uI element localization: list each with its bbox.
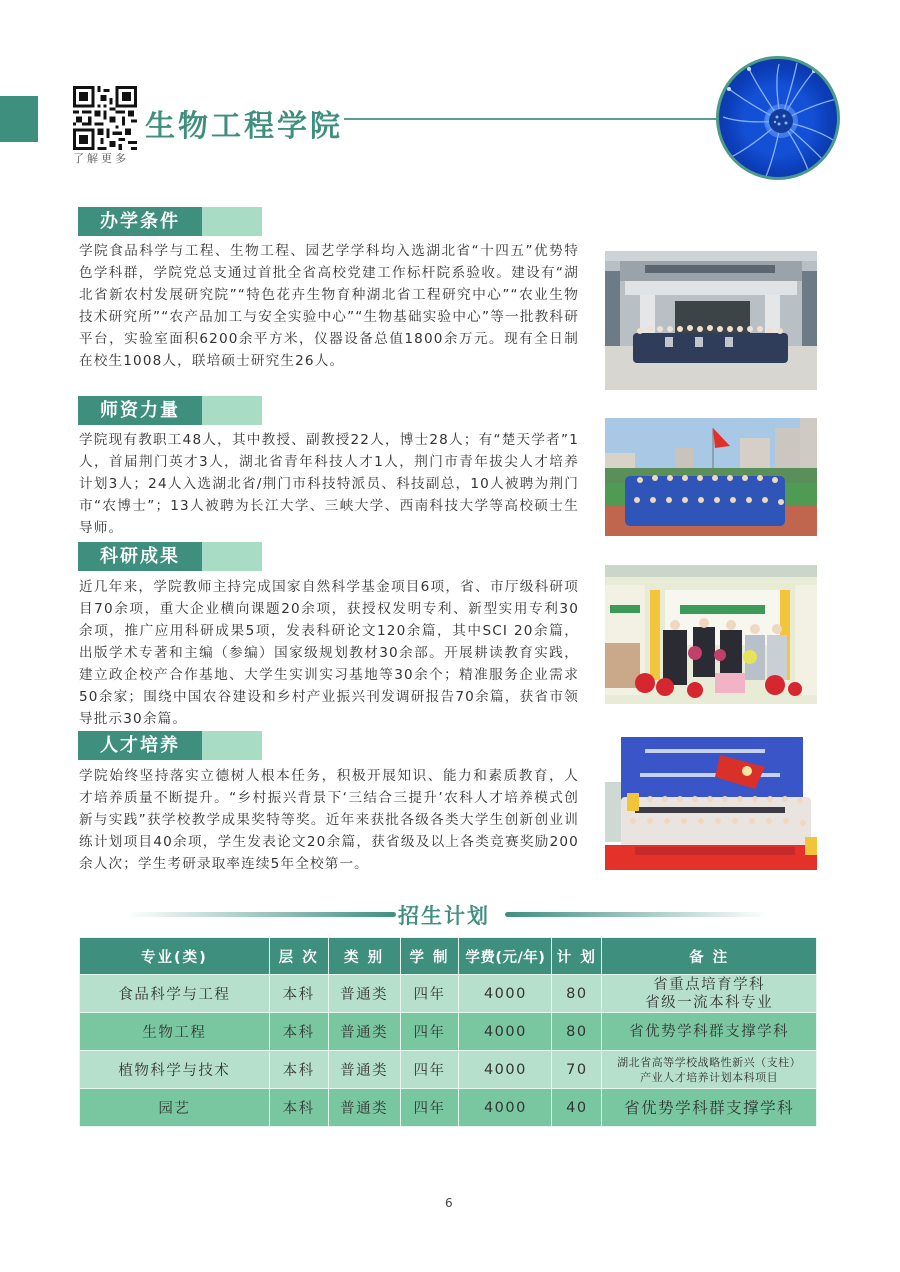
heading-divider-left xyxy=(128,912,396,917)
faculty-sports-field-group-photo xyxy=(605,418,817,536)
talent-text: 学院始终坚持落实立德树人根本任务，积极开展知识、能力和素质教育，人才培养质量不断提升。“乡村振兴背景下‘三结合三提升’农科人才培养模式创新与实践”获学校教学成果奖特等奖。近年来获批各级各类大学生创新创业训练计划项目40余项，学生发表论文20余篇，获省级及以上各类竞赛奖励200余人次；学生考研录取率连续5年全校第一。 xyxy=(79,768,579,872)
section-heading-facilities xyxy=(78,207,262,236)
table-row xyxy=(80,1051,817,1089)
level-cell: 本科 xyxy=(269,1013,328,1051)
page-title: 生物工程学院 xyxy=(145,109,343,144)
level-cell: 本科 xyxy=(269,975,328,1013)
duration-cell: 四年 xyxy=(400,1013,459,1051)
flower-exhibition-photo xyxy=(605,565,817,704)
fee-cell: 4000 xyxy=(459,1051,552,1089)
category-cell: 普通类 xyxy=(328,1013,400,1051)
duration-cell: 四年 xyxy=(400,1089,459,1127)
section-heading-label: 科研成果 xyxy=(78,542,202,571)
section-heading-label: 人才培养 xyxy=(78,731,202,760)
column-header-notes: 备 注 xyxy=(602,938,817,975)
note-line: 省重点培育学科 xyxy=(653,976,766,993)
quota-cell: 40 xyxy=(552,1089,602,1127)
note-line: 省级一流本科专业 xyxy=(645,994,774,1011)
note-line: 省优势学科群支撑学科 xyxy=(629,1023,790,1040)
title-divider xyxy=(344,118,719,120)
enrollment-plan-heading xyxy=(0,900,900,928)
notes-cell xyxy=(602,1013,817,1051)
students-stage-group-photo xyxy=(605,737,817,870)
fee-cell: 4000 xyxy=(459,1089,552,1127)
category-cell: 普通类 xyxy=(328,1051,400,1089)
left-accent-tab xyxy=(0,96,38,142)
category-cell: 普通类 xyxy=(328,975,400,1013)
research-text: 近几年来，学院教师主持完成国家自然科学基金项目6项，省、市厅级科研项目70余项，重大企业横向课题20余项，获授权发明专利、新型实用专利30余项，推广应用科研成果5项，发表科研论文120余篇，其中SCI 20余篇，出版学术专著和主编（参编）国家级规划教材30余部。开展耕读教育实践，建立政企校产合作基地、大学生实训实习基地等30余个；精准服务企业需求50余家；围绕中国农谷建设和乡村产业振兴刊发调研报告70余篇，获省市领导批示30余篇。 xyxy=(79,579,579,727)
table-row xyxy=(80,975,817,1013)
section-heading-research xyxy=(78,542,262,571)
note-line: 产业人才培养计划本科项目 xyxy=(640,1070,779,1084)
notes-cell xyxy=(602,975,817,1013)
quota-cell: 80 xyxy=(552,975,602,1013)
quota-cell: 80 xyxy=(552,1013,602,1051)
fee-cell: 4000 xyxy=(459,975,552,1013)
section-heading-label: 办学条件 xyxy=(78,207,202,236)
note-line: 省优势学科群支撑学科 xyxy=(624,1098,795,1117)
page-number: 6 xyxy=(445,1196,453,1210)
college-building-group-photo xyxy=(605,251,817,390)
note-line: 湖北省高等学校战略性新兴（支柱） xyxy=(617,1055,802,1069)
level-cell: 本科 xyxy=(269,1051,328,1089)
major-cell: 食品科学与工程 xyxy=(80,975,270,1013)
major-cell: 生物工程 xyxy=(80,1013,270,1051)
heading-divider-right xyxy=(505,912,767,917)
column-header-fee: 学费(元/年) xyxy=(459,938,552,975)
notes-cell xyxy=(602,1051,817,1089)
major-cell: 植物科学与技术 xyxy=(80,1051,270,1089)
fee-cell: 4000 xyxy=(459,1013,552,1051)
major-cell: 园艺 xyxy=(80,1089,270,1127)
column-header-quota: 计 划 xyxy=(552,938,602,975)
enrollment-plan-title: 招生计划 xyxy=(398,904,490,928)
level-cell: 本科 xyxy=(269,1089,328,1127)
section-heading-faculty xyxy=(78,396,262,425)
faculty-text: 学院现有教职工48人，其中教授、副教授22人，博士28人；有“楚天学者”1人，首届荆门英才3人，湖北省青年科技人才1人，荆门市青年拔尖人才培养计划3人；24人入选湖北省/荆门市科技特派员、科技副总，10人被聘为荆门市“农博士”；13人被聘为长江大学、三峡大学、西南科技大学等高校硕士生导师。 xyxy=(79,432,579,536)
table-row xyxy=(80,1089,817,1127)
section-heading-label: 师资力量 xyxy=(78,396,202,425)
quota-cell: 70 xyxy=(552,1051,602,1089)
duration-cell: 四年 xyxy=(400,975,459,1013)
duration-cell: 四年 xyxy=(400,1051,459,1089)
microorganism-cell-image xyxy=(716,56,840,180)
notes-cell xyxy=(602,1089,817,1127)
category-cell: 普通类 xyxy=(328,1089,400,1127)
table-header-row xyxy=(80,938,817,975)
qr-code-icon[interactable] xyxy=(73,86,137,150)
column-header-level: 层 次 xyxy=(269,938,328,975)
facilities-text: 学院食品科学与工程、生物工程、园艺学学科均入选湖北省“十四五”优势特色学科群，学院党总支通过首批全省高校党建工作标杆院系验收。建设有“湖北省新农村发展研究院”“特色花卉生物育种湖北省工程研究中心”“农业生物技术研究所”“农产品加工与安全实验中心”“生物基础实验中心”等一批教科研平台，实验室面积6200余平方米，仪器设备总值1800余万元。现有全日制在校生1008人，联培硕士研究生26人。 xyxy=(79,243,579,369)
section-heading-talent xyxy=(78,731,262,760)
table-row xyxy=(80,1013,817,1051)
enrollment-plan-table xyxy=(79,937,817,1127)
qr-label: 了解更多 xyxy=(73,152,129,165)
column-header-category: 类 别 xyxy=(328,938,400,975)
column-header-major: 专业(类) xyxy=(80,938,270,975)
column-header-duration: 学 制 xyxy=(400,938,459,975)
